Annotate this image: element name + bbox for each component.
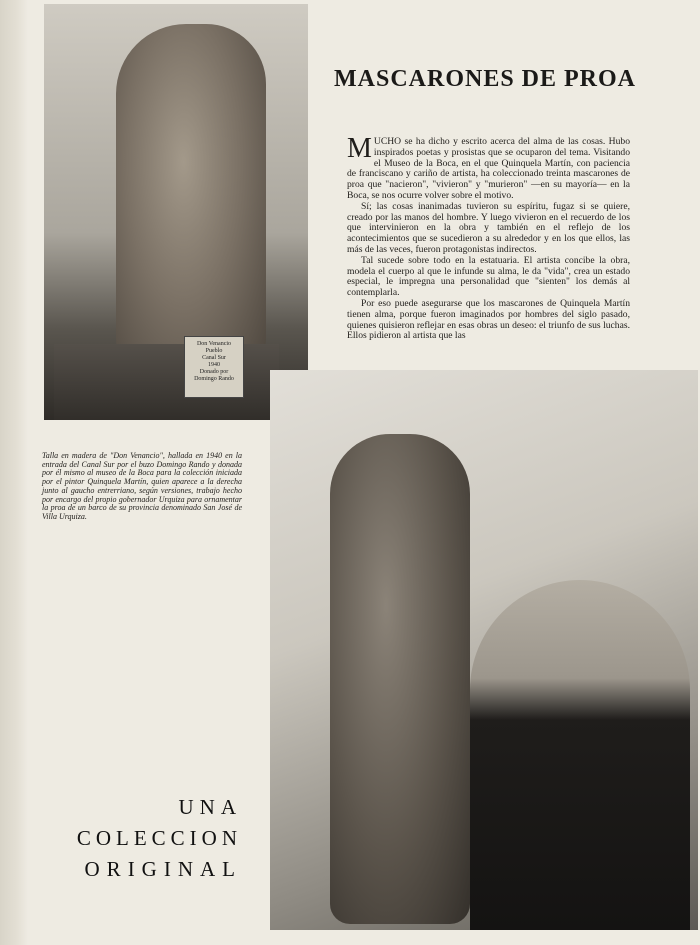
article-body bbox=[347, 133, 630, 342]
torn-edge bbox=[0, 0, 28, 945]
figurehead-statue bbox=[330, 434, 470, 924]
article-paragraph: Sí; las cosas inanimadas tuvieron su espíritu, fugaz si se quiere, creado por las manos del hombre. Y luego vivieron en el recuerdo de los que intervinieron en la obra y también en el reflejo de los acontecimientos que se sucedieron a su alrededor y en los que ellos, las más de las veces, fueron protagonistas indirectos. bbox=[347, 200, 630, 255]
pedestal bbox=[54, 344, 279, 420]
paragraph-text: UCHO se ha dicho y escrito acerca del alma de las cosas. Hubo inspirados poetas y prosistas que se ocuparon del tema. Visitando el Museo de la Boca, en el que Quinquela Martín, con paciencia de franciscano y cariño de artista, ha coleccionado treinta mascarones de proa que "nacieron", "vivieron" y "murieron" —en su mayoría— en la Boca, se nos ocurre volver sobre el motivo. bbox=[347, 136, 630, 201]
article-paragraph bbox=[347, 133, 630, 202]
placard-line: Pueblo bbox=[205, 348, 223, 354]
placard-line: Donado por bbox=[199, 369, 229, 375]
placard-line: Don Venancio bbox=[196, 341, 232, 347]
placard-line: 1940 bbox=[208, 362, 220, 368]
article-paragraph: Tal sucede sobre todo en la estatuaria. El artista concibe la obra, modela el cuerpo al que le infunde su alma, le da "vida", crea un estado especial, le impregna una personalidad que "sienten" los demás al contemplarla. bbox=[347, 254, 630, 299]
photo-don-venancio-bust bbox=[44, 4, 308, 420]
article-paragraph: Por eso puede asegurarse que los mascarones de Quinquela Martín tienen alma, porque fueron imaginados por hombres del siglo pasado, quienes quisieron reflejar en esas obras un deseo: el triunfo de sus luchas. Ellos pidieron al artista que las bbox=[347, 297, 630, 342]
heading-line: COLECCION bbox=[76, 826, 242, 850]
heading-line: ORIGINAL bbox=[84, 857, 242, 881]
carved-bust bbox=[116, 24, 266, 369]
heading-line: UNA bbox=[178, 795, 242, 819]
placard-line: Domingo Rando bbox=[194, 376, 234, 382]
placard bbox=[184, 336, 244, 398]
section-heading bbox=[60, 793, 242, 883]
article-title: MASCARONES DE PROA bbox=[333, 66, 636, 92]
photo-caption: Talla en madera de "Don Venancio", hallada en 1940 en la entrada del Canal Sur por el buzo Domingo Rando y donada por él mismo al museo de la Boca para la colección iniciada por el pintor Quinquela Martín, quien aparece a la derecha junto al gaucho entrerriano, según versiones, trabajo hecho por encargo del propio gobernador Urquiza para ornamentar la proa de un barco de su provincia denominado San José de Villa Urquiza. bbox=[42, 451, 242, 521]
photo-quinquela-with-figurehead bbox=[270, 370, 698, 930]
drop-cap: M bbox=[347, 133, 372, 164]
quinquela-martin-figure bbox=[470, 580, 690, 930]
placard-line: Canal Sur bbox=[202, 355, 226, 361]
